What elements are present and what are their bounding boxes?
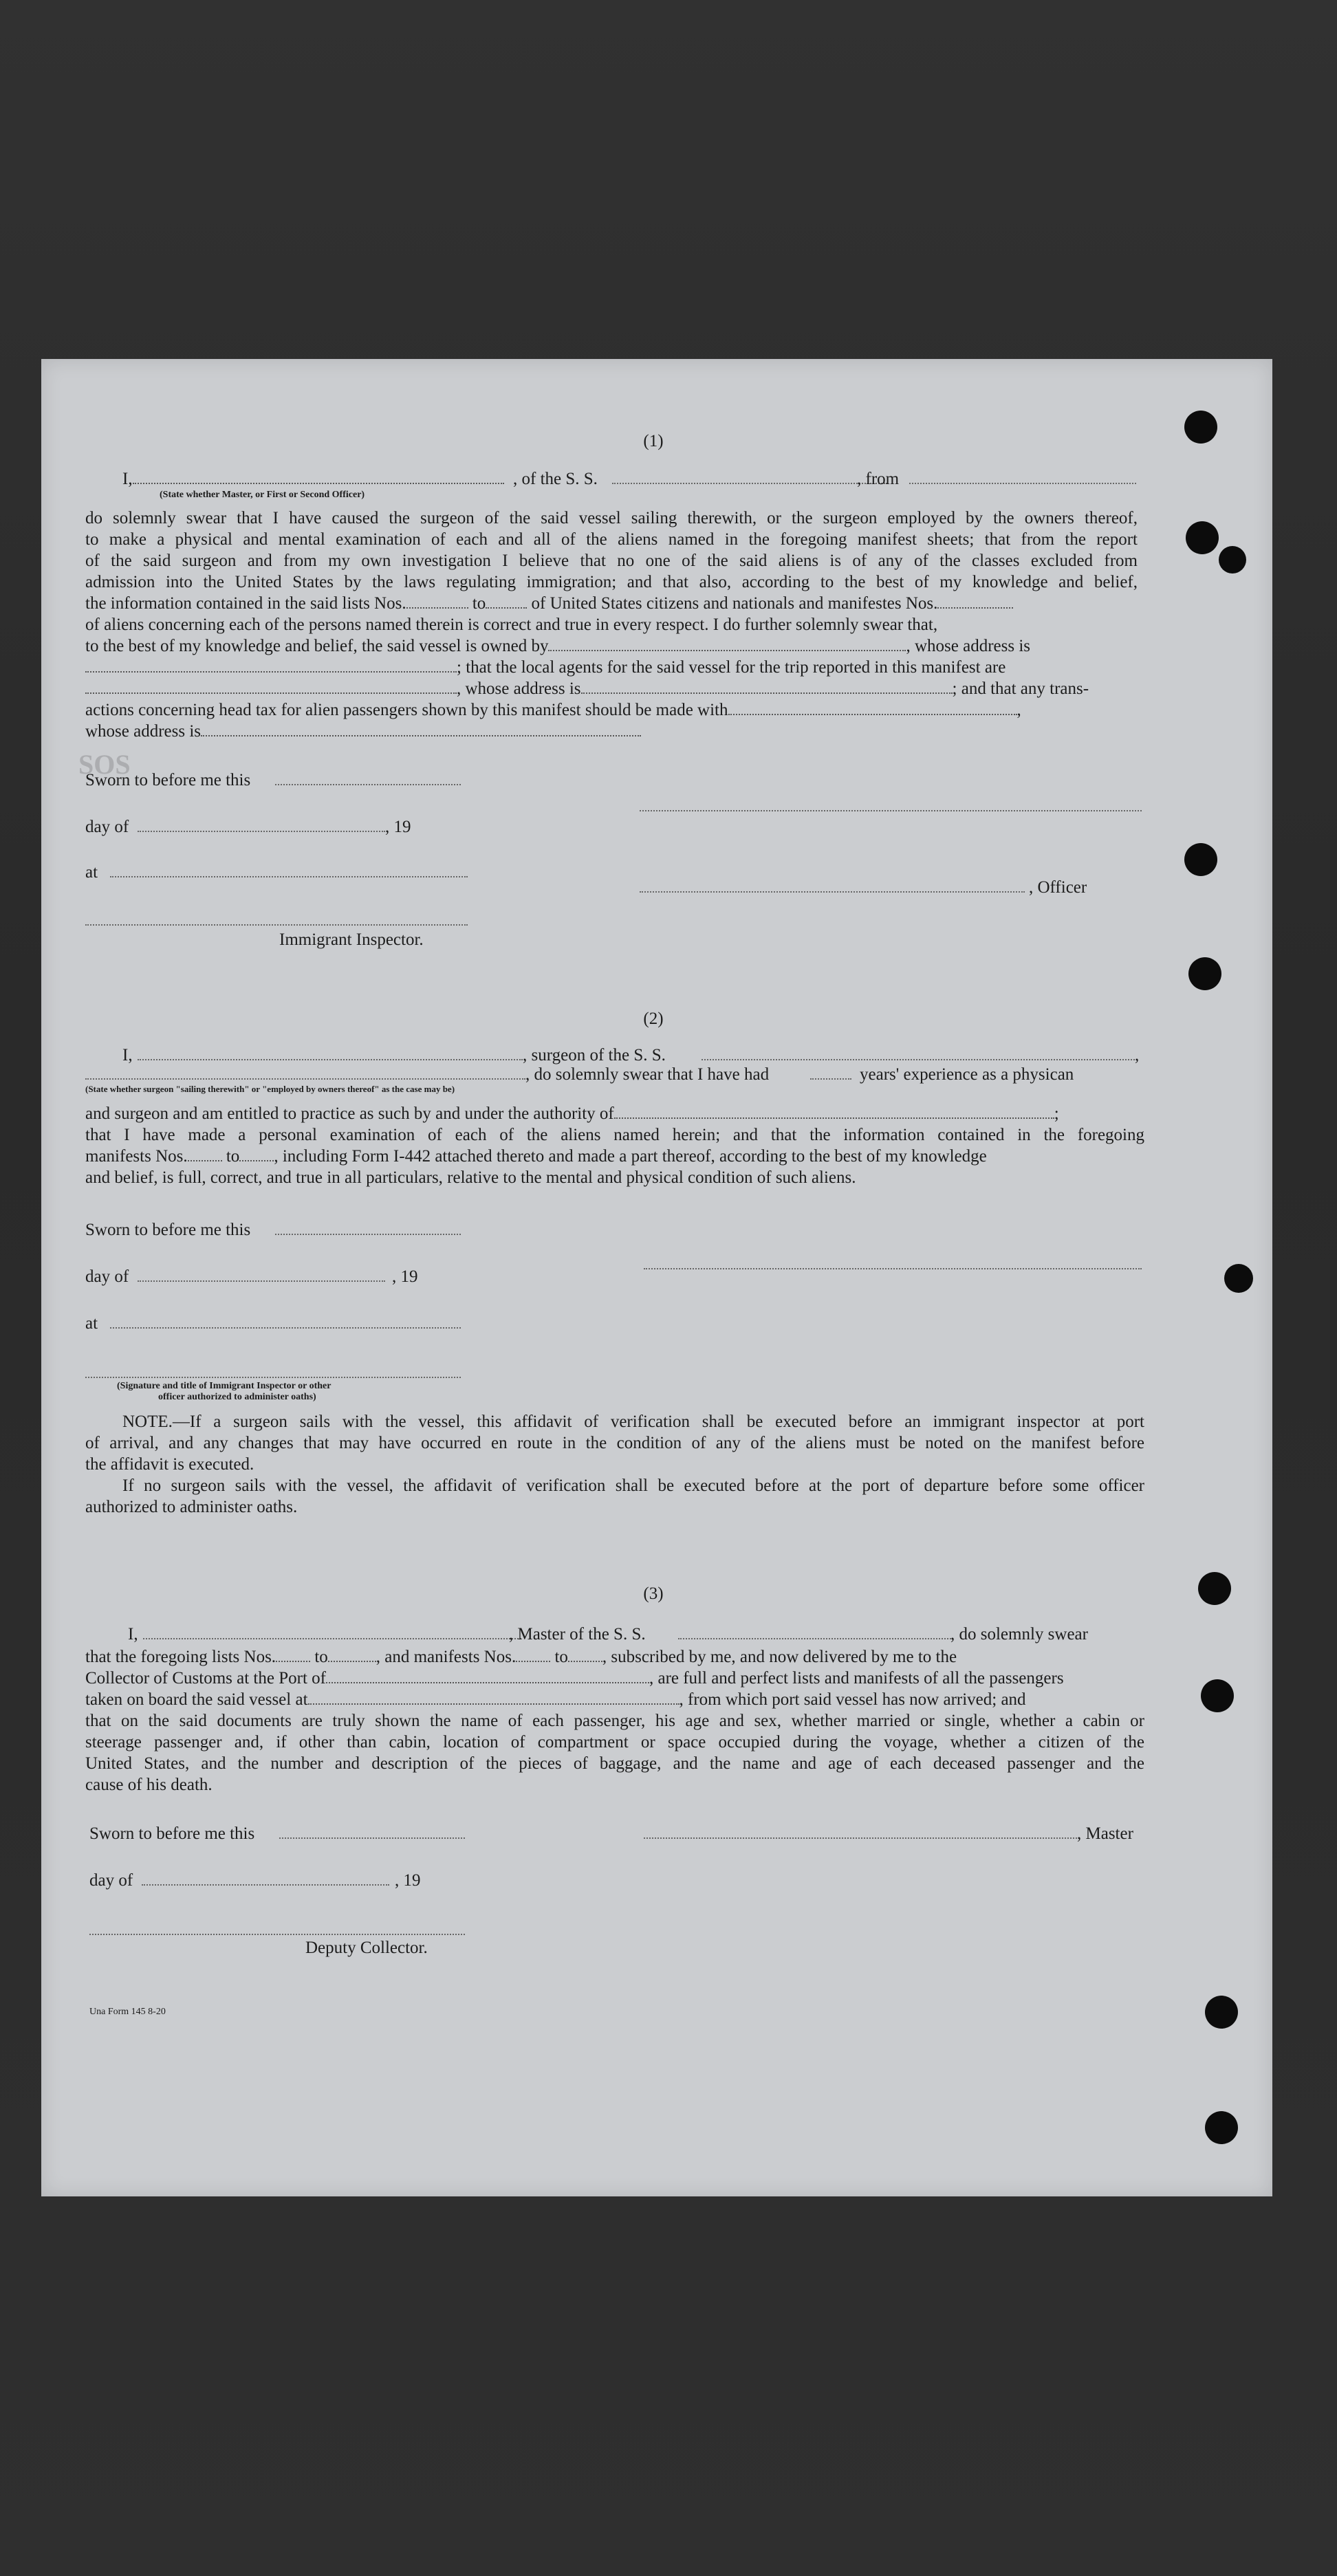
day-of-label-2: day of <box>85 1267 129 1286</box>
from-label: , from <box>857 470 900 488</box>
swear-label-3: , do solemnly swear <box>950 1625 1088 1644</box>
label-i-3: I, <box>128 1625 138 1644</box>
swear-label-2: , do solemnly swear that I have had <box>525 1065 770 1084</box>
ship-name-field[interactable] <box>612 483 887 484</box>
note-block: NOTE.—If a surgeon sails with the vessel, this affidavit of verification shall be executed before an immigrant inspector at port of arrival, and any changes that may have occurred en route in the condition of any of the aliens must be noted on the manifest before the affidavit is executed. If no surgeon sails with the vessel, the affidavit of verification shall be executed before at the port of departure before some officer authorized to administer oaths. <box>85 1412 1144 1516</box>
punch-hole <box>1184 411 1217 444</box>
section-1-declarant-line <box>122 469 504 490</box>
punch-hole <box>1186 521 1219 554</box>
punch-hole <box>1198 1572 1231 1605</box>
day-field-2[interactable] <box>138 1280 385 1282</box>
surgeon-hint: (State whether surgeon "sailing therewith" or "employed by owners thereof" as the case may be) <box>85 1084 455 1094</box>
faint-stamp: SOS <box>78 749 131 780</box>
sig-hint-1: (Signature and title of Immigrant Inspector or other <box>117 1381 331 1391</box>
surgeon-of-label: , surgeon of the S. S. <box>523 1046 666 1065</box>
signature-line-1[interactable] <box>640 810 1142 811</box>
punch-hole <box>1205 2111 1238 2144</box>
sig-hint-2: officer authorized to administer oaths) <box>158 1392 316 1402</box>
section-1-body: do solemnly swear that I have caused the surgeon of the said vessel sailing therewith, or the surgeon employed by the owners thereof, to make a physical and mental examination of each and all of the aliens named in the foregoing manifest sheets; that from the report of the said surgeon and from my own investigation I believe that no one of the said aliens is of any of the classes excluded from admission into the United States by the laws regulating immigration; and that also, according to the best of my knowledge and belief, the information contained in the said lists Nos. to of United States citizens and nationals and manifestes Nos. of aliens concerning each of the persons named therein is correct and true in every respect. I do further solemnly swear that, to the best of my knowledge and belief, the said vessel is owned by , whose address is ; that the local agents for the said vessel for the trip reported in this manifest are , whose address is ; and that any trans- actions concerning head tax for alien passengers shown by this manifest should be made with , whose address is <box>85 509 1138 741</box>
master-label: , Master <box>1077 1824 1133 1843</box>
punch-hole <box>1219 546 1246 574</box>
surgeon-name-field[interactable] <box>138 1059 523 1060</box>
section-3-body: that the foregoing lists Nos. to , and manifests Nos. to , subscribed by me, and now delivered by me to the Collector of Customs at the Port of , are full and perfect lists and manifests of all the passengers taken on board the said vessel at , from which port said vessel has now arrived; and that on the said documents are truly shown the name of each passenger, his age and sex, whether married or single, whether a cabin or steerage passenger and, if other than cabin, location of compartment or space occupied during the voyage, whether a citizen of the United States, and the number and description of the pieces of baggage, and the name and age of each deceased passenger and the cause of his death. <box>85 1648 1144 1794</box>
master-signature-line[interactable] <box>644 1837 1077 1839</box>
sworn-field-3[interactable] <box>279 1837 465 1839</box>
day-field-1[interactable] <box>138 831 385 832</box>
inspector-sig-line-2[interactable] <box>85 1377 461 1378</box>
sworn-label-2: Sworn to before me this <box>85 1221 251 1239</box>
sworn-label-3: Sworn to before me this <box>89 1824 255 1843</box>
signature-line-2[interactable] <box>644 1268 1142 1269</box>
sworn-field-2[interactable] <box>275 1234 461 1235</box>
day-of-label-1: day of <box>85 818 129 836</box>
punch-hole <box>1201 1679 1234 1712</box>
day-field-3[interactable] <box>142 1884 389 1886</box>
master-ship-field[interactable] <box>678 1638 953 1639</box>
year-label-3: , 19 <box>395 1871 421 1890</box>
label-i-2: I, <box>122 1046 133 1065</box>
collector-line[interactable] <box>89 1934 465 1935</box>
form-number: Una Form 145 8-20 <box>89 2007 166 2017</box>
years-field[interactable] <box>810 1078 851 1080</box>
surgeon-ship-field[interactable] <box>702 1059 1135 1060</box>
inspector-line[interactable] <box>85 924 468 926</box>
master-hint: (State whether Master, or First or Second Officer) <box>160 490 365 500</box>
years-label: years' experience as a physican <box>860 1065 1074 1084</box>
sworn-label-1: Sworn to before me this <box>85 771 251 789</box>
inspector-label: Immigrant Inspector. <box>279 930 424 949</box>
document-page <box>41 359 1272 2196</box>
section-1-number: (1) <box>643 432 664 450</box>
surgeon-type-field[interactable] <box>85 1078 525 1080</box>
sworn-field-1[interactable] <box>275 784 461 785</box>
day-of-label-3: day of <box>89 1871 133 1890</box>
officer-label: , Officer <box>1029 878 1087 897</box>
punch-hole <box>1188 957 1221 990</box>
year-label-2: , 19 <box>392 1267 418 1286</box>
punch-hole <box>1184 843 1217 876</box>
master-of-label: , Master of the S. S. <box>509 1625 646 1644</box>
at-field-1[interactable] <box>110 876 468 877</box>
punch-hole <box>1205 1996 1238 2029</box>
year-label-1: , 19 <box>385 818 411 836</box>
section-2-body: and surgeon and am entitled to practice as such by and under the authority of ; that I have made a personal examination of each of the aliens named herein; and that the information contained in the foregoing manifests Nos. to , including Form I-442 attached thereto and made a part thereof, according to the best of my knowledge and belief, is full, correct, and true in all particulars, relative to the mental and physical condition of such aliens. <box>85 1104 1144 1187</box>
officer-line[interactable] <box>640 891 1025 893</box>
at-label-2: at <box>85 1314 98 1333</box>
at-label-1: at <box>85 863 98 882</box>
master-name-field[interactable] <box>143 1638 521 1639</box>
punch-hole <box>1224 1264 1253 1293</box>
from-port-field[interactable] <box>909 483 1136 484</box>
comma: , <box>1135 1046 1140 1065</box>
section-3-number: (3) <box>643 1584 664 1603</box>
label-i: I, <box>122 470 133 488</box>
collector-label: Deputy Collector. <box>305 1939 428 1957</box>
section-2-number: (2) <box>643 1009 664 1028</box>
at-field-2[interactable] <box>110 1327 461 1329</box>
of-ss-label: , of the S. S. <box>513 470 598 488</box>
